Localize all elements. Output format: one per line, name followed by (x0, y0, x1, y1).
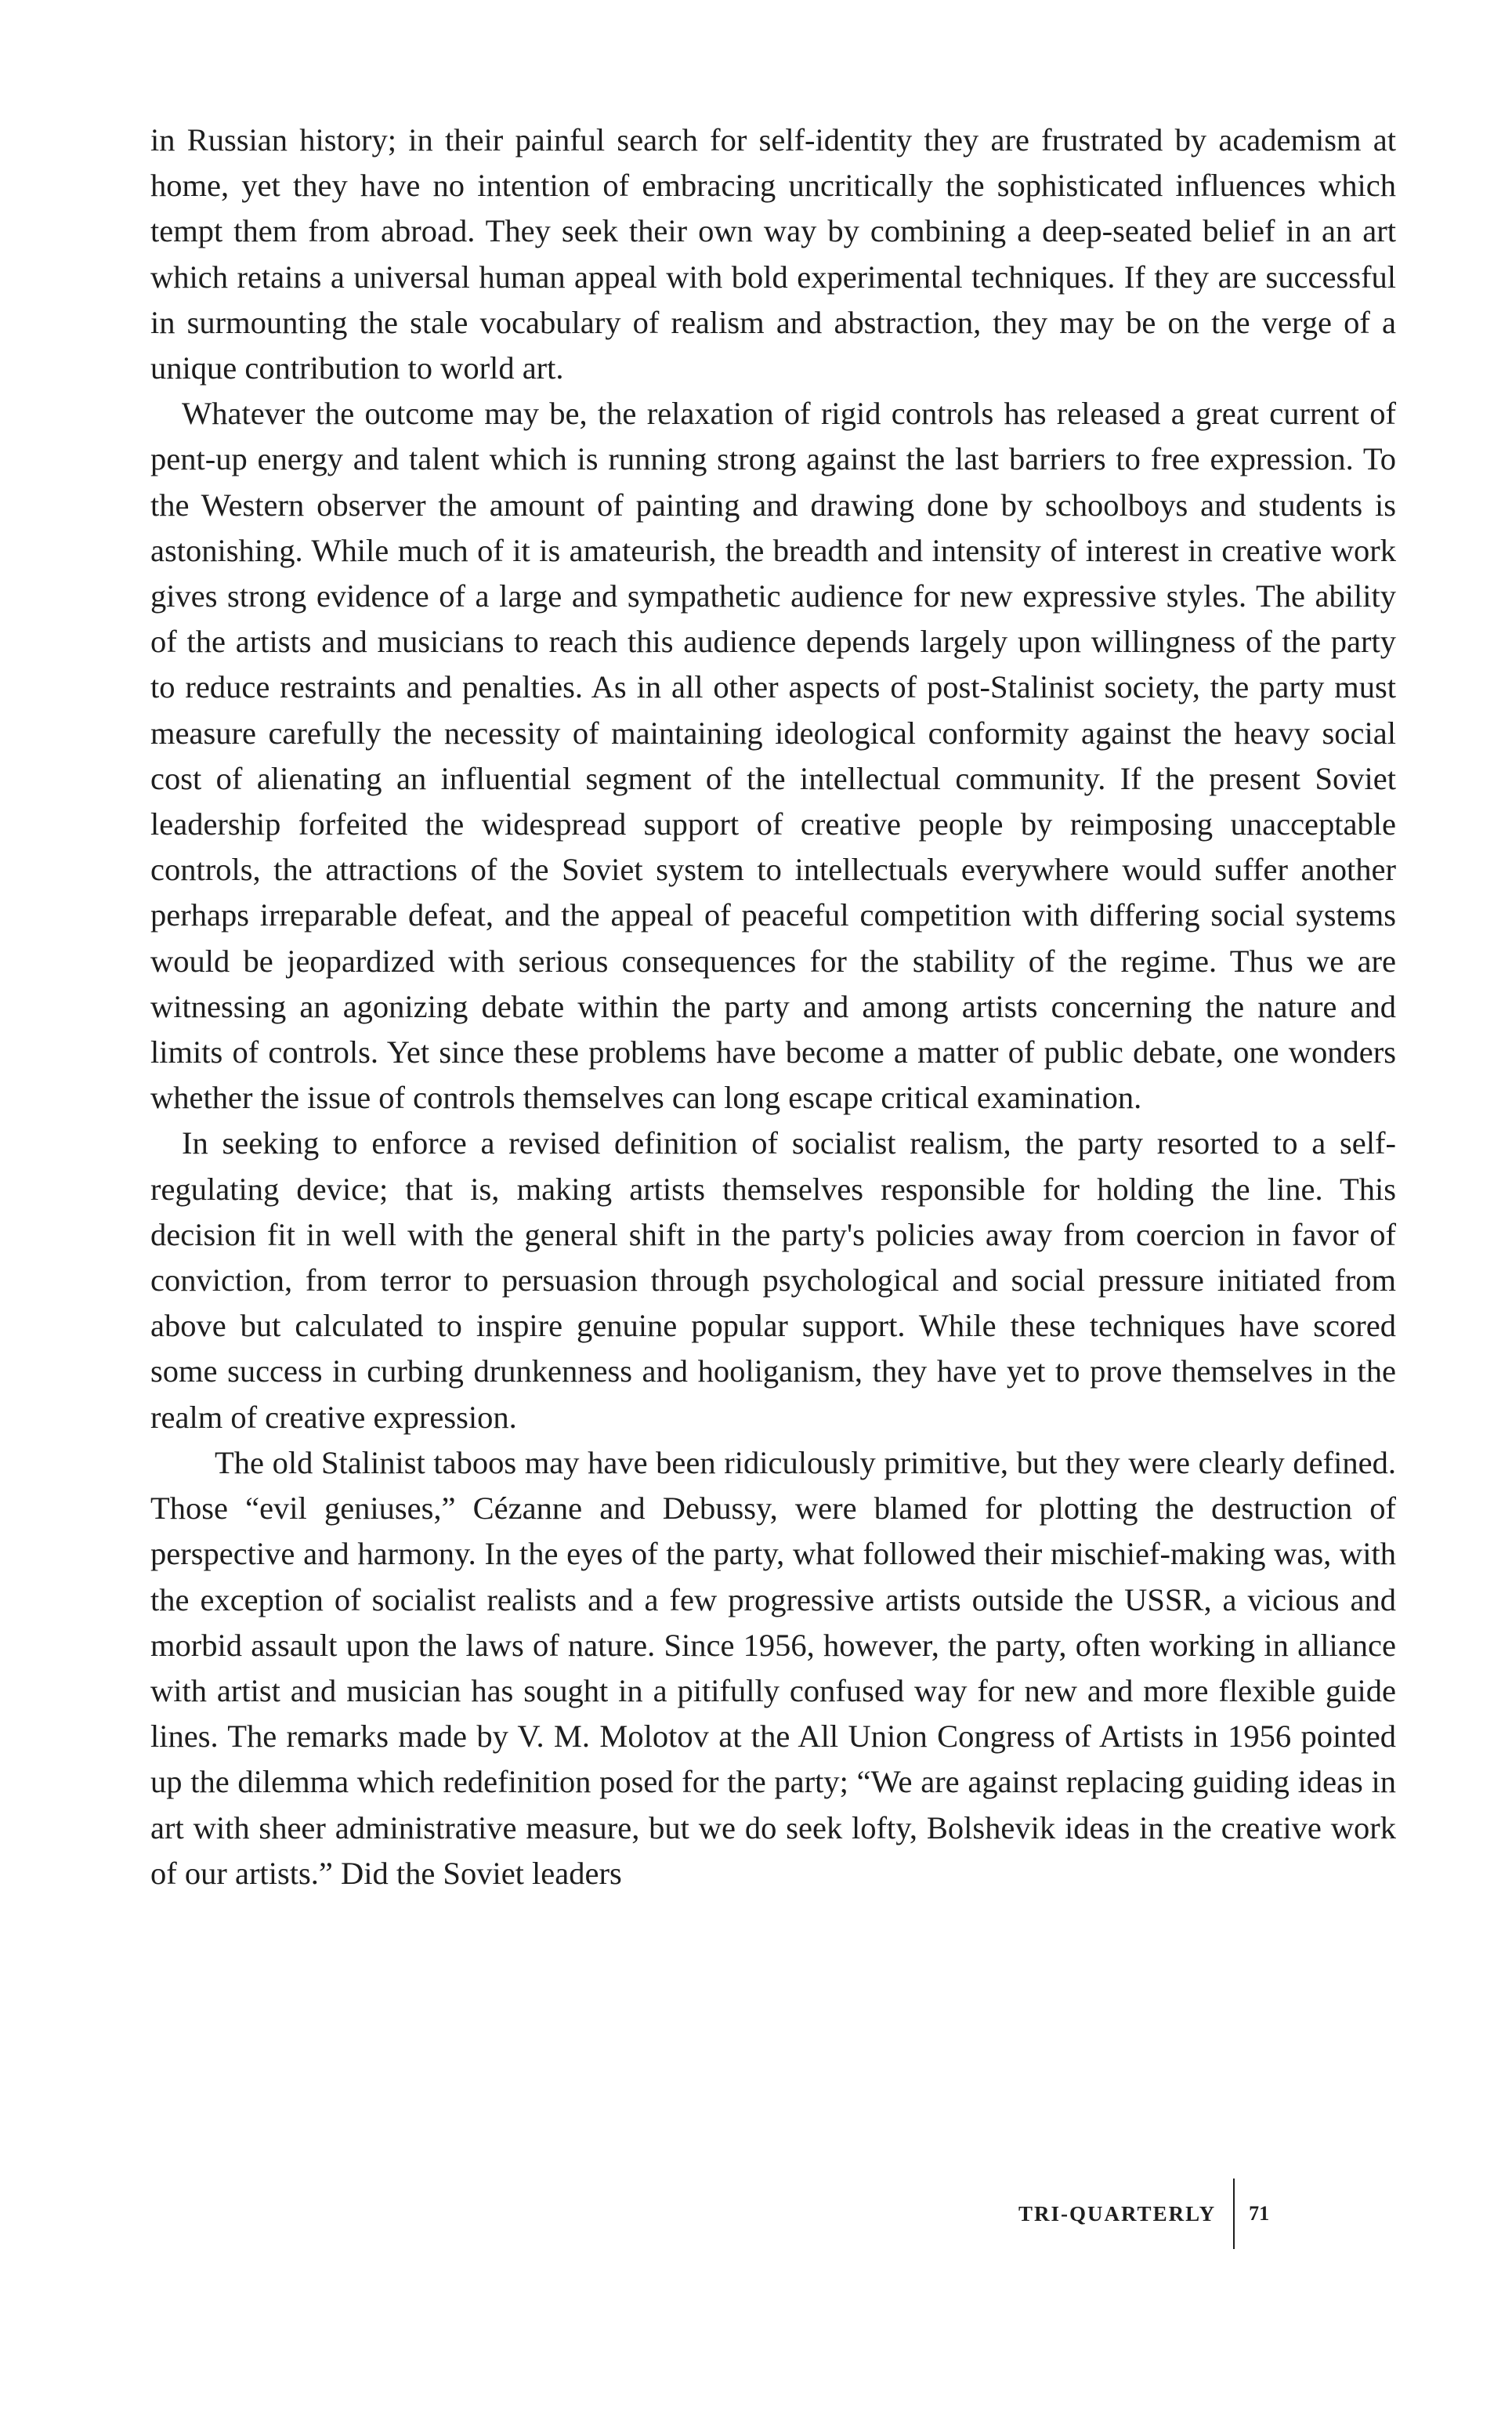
article-body (150, 118, 1396, 1896)
paragraph-stalinist-taboos: The old Stalinist taboos may have been ridiculously primitive, but they were clearly defined. Those “evil geniuses,” Cézanne and Debussy, were blamed for plotting the destruction of perspective and harmony. In the eyes of the party, what followed their mischief-making was, with the exception of socialist realists and a few progressive artists outside the USSR, a vicious and morbid assault upon the laws of nature. Since 1956, however, the party, often working in alliance with artist and musician has sought in a pitifully confused way for new and more flexible guide lines. The remarks made by V. M. Molotov at the All Union Congress of Artists in 1956 pointed up the dilemma which redefinition posed for the party; “We are against replacing guiding ideas in art with sheer administrative measure, but we do seek lofty, Bolshevik ideas in the creative work of our artists.” Did the Soviet leaders (150, 1444, 1396, 1891)
page-footer (1018, 2179, 1269, 2249)
page-number: 71 (1249, 2202, 1270, 2225)
running-head: TRI-QUARTERLY (1018, 2201, 1217, 2226)
paragraph-continued: in Russian history; in their painful search for self-identity they are frustrated by academism at home, yet they have no intention of embracing uncritically the sophisticated influences which tempt them from abroad. They seek their own way by combining a deep-seated belief in an art which retains a universal human appeal with bold experimental techniques. If they are successful in surmounting the stale vocabulary of realism and abstraction, they may be on the verge of a unique contribution to world art. (150, 122, 1396, 386)
paragraph-self-regulation: In seeking to enforce a revised definition of socialist realism, the party resorted to a self-regulating device; that is, making artists themselves responsible for holding the line. This decision fit in well with the general shift in the party's policies away from coercion in favor of conviction, from terror to persuasion through psychological and social pressure initiated from above but calculated to inspire genuine popular support. While these techniques have scored some success in curbing drunkenness and hooliganism, they have yet to prove themselves in the realm of creative expression. (150, 1125, 1396, 1435)
paragraph-outcome: Whatever the outcome may be, the relaxation of rigid controls has released a great current of pent-up energy and talent which is running strong against the last barriers to free expression. To the Western observer the amount of painting and drawing done by schoolboys and students is astonishing. While much of it is amateurish, the breadth and intensity of interest in creative work gives strong evidence of a large and sympathetic audience for new expressive styles. The ability of the artists and musicians to reach this audience depends largely upon willingness of the party to reduce restraints and penalties. As in all other aspects of post-Stalinist society, the party must measure carefully the necessity of maintaining ideological conformity against the heavy social cost of alienating an influential segment of the intellectual community. If the present Soviet leadership forfeited the widespread support of creative people by reimposing unacceptable controls, the attractions of the Soviet system to intellectuals everywhere would suffer another perhaps irreparable defeat, and the appeal of peaceful competition with differing social systems would be jeopardized with serious consequences for the stability of the regime. Thus we are witnessing an agonizing debate within the party and among artists concerning the nature and limits of controls. Yet since these problems have become a matter of public debate, one wonders whether the issue of controls themselves can long escape critical examination. (150, 396, 1396, 1116)
